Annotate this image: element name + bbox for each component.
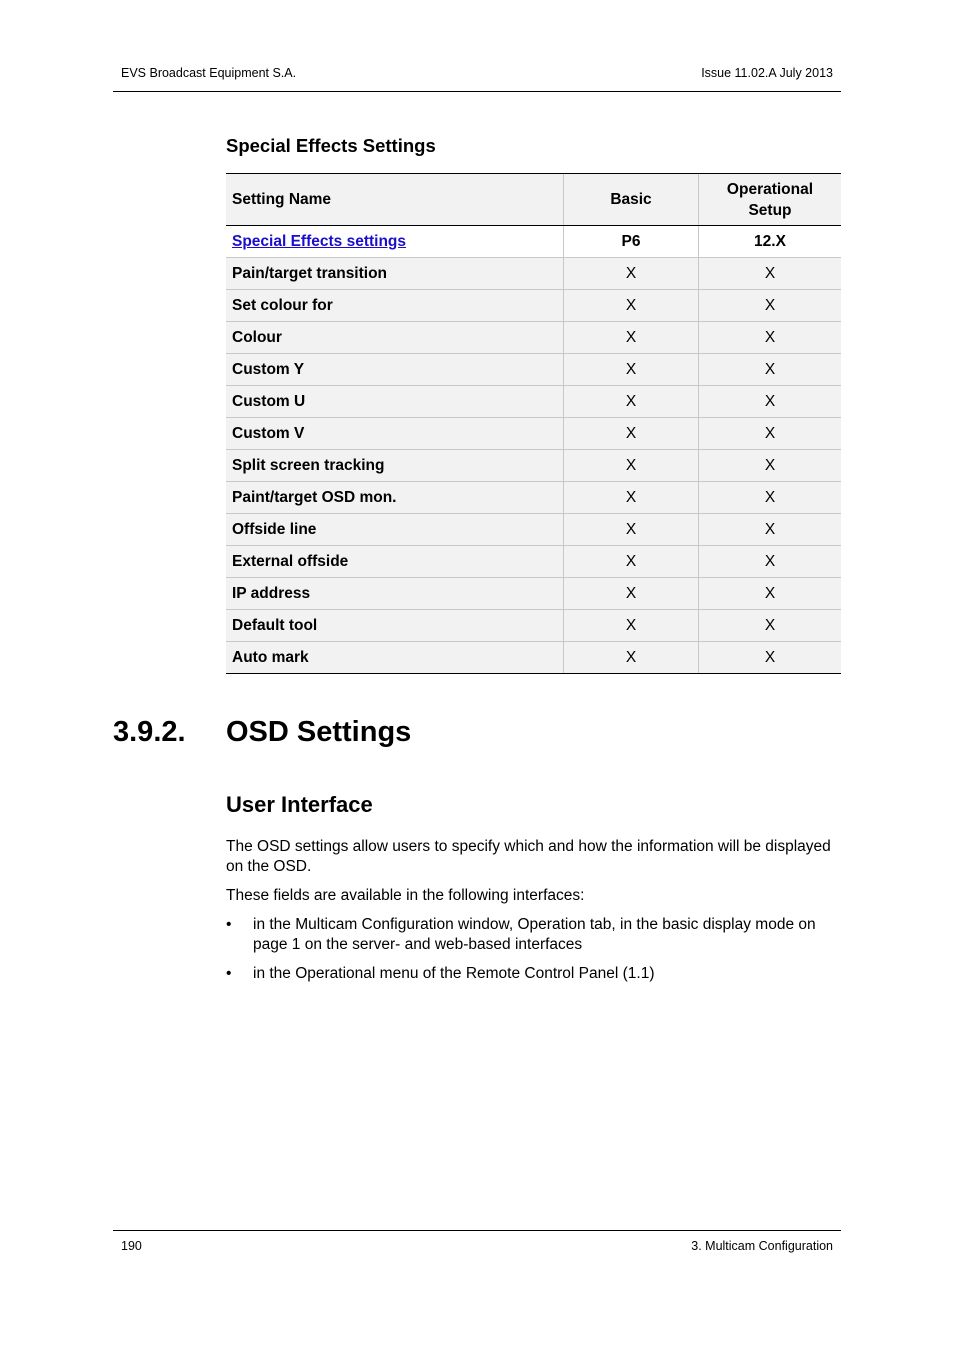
footer-chapter: 3. Multicam Configuration [691,1239,833,1253]
table-cell-basic: X [564,610,699,642]
table-row [226,546,841,578]
table-cell-operational: X [699,418,842,450]
table-row [226,642,841,674]
table-cell-basic: X [564,322,699,354]
table-cell-basic: X [564,578,699,610]
table-cell-name: Default tool [226,610,564,642]
table-cell-name: IP address [226,578,564,610]
table-cell-operational: X [699,546,842,578]
table-cell-operational: X [699,642,842,674]
table-cell-operational: X [699,354,842,386]
table-row [226,322,841,354]
table-row [226,418,841,450]
table-row [226,610,841,642]
table-cell-name: Pain/target transition [226,258,564,290]
table-cell-name: Custom U [226,386,564,418]
table-cell-operational: X [699,450,842,482]
subsection-title: User Interface [226,792,373,817]
list-item-text: in the Operational menu of the Remote Control Panel (1.1) [253,965,655,982]
table-cell-operational: X [699,322,842,354]
section-number: 3.9.2. [113,716,186,748]
table-cell-name: Split screen tracking [226,450,564,482]
column-header-setting-name: Setting Name [226,174,564,226]
table-cell-name: Custom V [226,418,564,450]
column-header-basic: Basic [564,174,699,226]
table-cell-basic: X [564,642,699,674]
table-row [226,226,841,258]
table-cell-operational: X [699,578,842,610]
table-row [226,514,841,546]
table-row [226,386,841,418]
table-cell-basic: X [564,546,699,578]
table-row [226,578,841,610]
special-effects-settings-table [226,173,841,674]
table-row [226,482,841,514]
table-row [226,450,841,482]
page-footer [113,1230,841,1253]
table-cell-name: Paint/target OSD mon. [226,482,564,514]
table-cell-basic: X [564,354,699,386]
table-cell-basic: X [564,418,699,450]
page-number: 190 [121,1239,142,1253]
list-item-text: in the Multicam Configuration window, Operation tab, in the basic display mode on page 1 on the server- and web-based interfaces [253,916,816,953]
header-issue: Issue 11.02.A July 2013 [701,66,833,80]
paragraph-intro: The OSD settings allow users to specify which and how the information will be displayed on the OSD. [226,838,831,875]
table-cell-basic: X [564,450,699,482]
table-cell-name: Custom Y [226,354,564,386]
paragraph-available: These fields are available in the following interfaces: [226,887,585,904]
table-cell-basic: X [564,290,699,322]
table-cell-operational: 12.X [699,226,842,258]
table-cell-name: External offside [226,546,564,578]
table-cell-operational: X [699,386,842,418]
page-header [113,0,841,92]
table-title: Special Effects Settings [226,135,436,156]
table-header-row [226,174,841,226]
table-cell-name: Auto mark [226,642,564,674]
table-cell-operational: X [699,258,842,290]
table-row [226,258,841,290]
table-cell-name: Offside line [226,514,564,546]
table-row [226,290,841,322]
table-cell-basic: X [564,482,699,514]
bullet-icon: • [226,916,232,933]
table-cell-operational: X [699,290,842,322]
table-cell-basic: P6 [564,226,699,258]
table-cell-operational: X [699,482,842,514]
table-cell-name: Set colour for [226,290,564,322]
table-cell-operational: X [699,610,842,642]
table-cell-basic: X [564,386,699,418]
special-effects-settings-link[interactable]: Special Effects settings [232,232,407,250]
column-header-operational-setup [699,174,842,226]
table-cell-basic: X [564,514,699,546]
table-cell-operational: X [699,514,842,546]
column-header-operational-line1: Operational [726,180,814,198]
table-row [226,354,841,386]
column-header-operational-line2: Setup [748,201,792,219]
table-cell-name: Colour [226,322,564,354]
bullet-icon: • [226,965,232,982]
table-cell-basic: X [564,258,699,290]
header-company: EVS Broadcast Equipment S.A. [121,66,297,80]
section-title: OSD Settings [226,716,412,748]
table-cell-name [226,226,564,258]
